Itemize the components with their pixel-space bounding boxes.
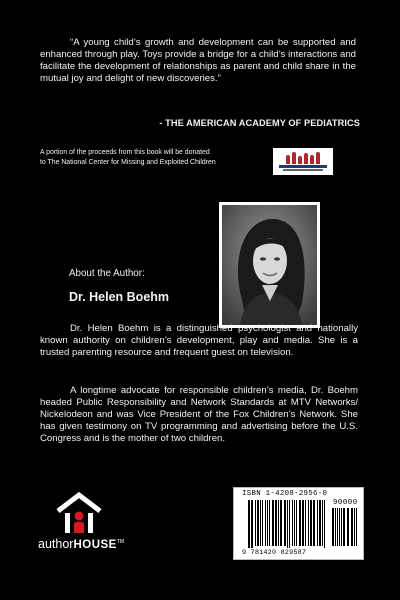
ncmec-logo-band (279, 165, 327, 168)
ean-barcode-bars (248, 500, 328, 548)
author-bio-paragraph-1: Dr. Helen Boehm is a distinguished psychologist and nationally known authority on children’s development, play and media. She is a trusted parenting resource and frequent guest on television. (40, 323, 358, 358)
back-cover-quote: “A young child’s growth and development can be supported and enhanced through play. Toys provide a bridge for a child’s interactions and facilitate the development of relationships as parent and child share in the mutual joy and delight of new discoveries.” (40, 37, 356, 84)
author-portrait-image (222, 205, 317, 325)
ean-number: 9 781420 829587 (242, 549, 307, 557)
trademark-symbol: TM (116, 538, 125, 545)
isbn-barcode (233, 487, 364, 560)
ncmec-logo (273, 148, 333, 175)
about-author-label: About the Author: (69, 268, 145, 279)
ncmec-logo-text-line (283, 169, 323, 171)
author-bio-paragraph-2: A longtime advocate for responsible children’s media, Dr. Boehm headed Public Responsibility and Network Standards at MTV Networks/ Nickelodeon and was Vice President of the Fox Children’s Network. She has given testimony on TV programming and advertising before the U.S. Congress and is the mother of two children. (40, 385, 358, 444)
quote-attribution: - THE AMERICAN ACADEMY OF PEDIATRICS (159, 118, 360, 128)
isbn-number: ISBN 1-4208-2956-0 (242, 490, 328, 498)
price-addon-code: 90000 (333, 499, 358, 507)
publisher-name-light: author (38, 537, 74, 551)
donation-line-1: A portion of the proceeds from this book will be donated (40, 149, 210, 156)
publisher-name-bold: HOUSE (73, 539, 117, 551)
house-icon (55, 491, 103, 535)
children-figures-icon (279, 152, 327, 164)
donation-line-2: to The National Center for Missing and Exploited Children (40, 159, 216, 166)
author-name: Dr. Helen Boehm (69, 290, 170, 304)
authorhouse-logo (38, 491, 128, 551)
author-photo (219, 202, 320, 328)
publisher-name (38, 537, 124, 551)
donation-notice (40, 148, 290, 168)
addon-barcode-bars (332, 508, 358, 548)
